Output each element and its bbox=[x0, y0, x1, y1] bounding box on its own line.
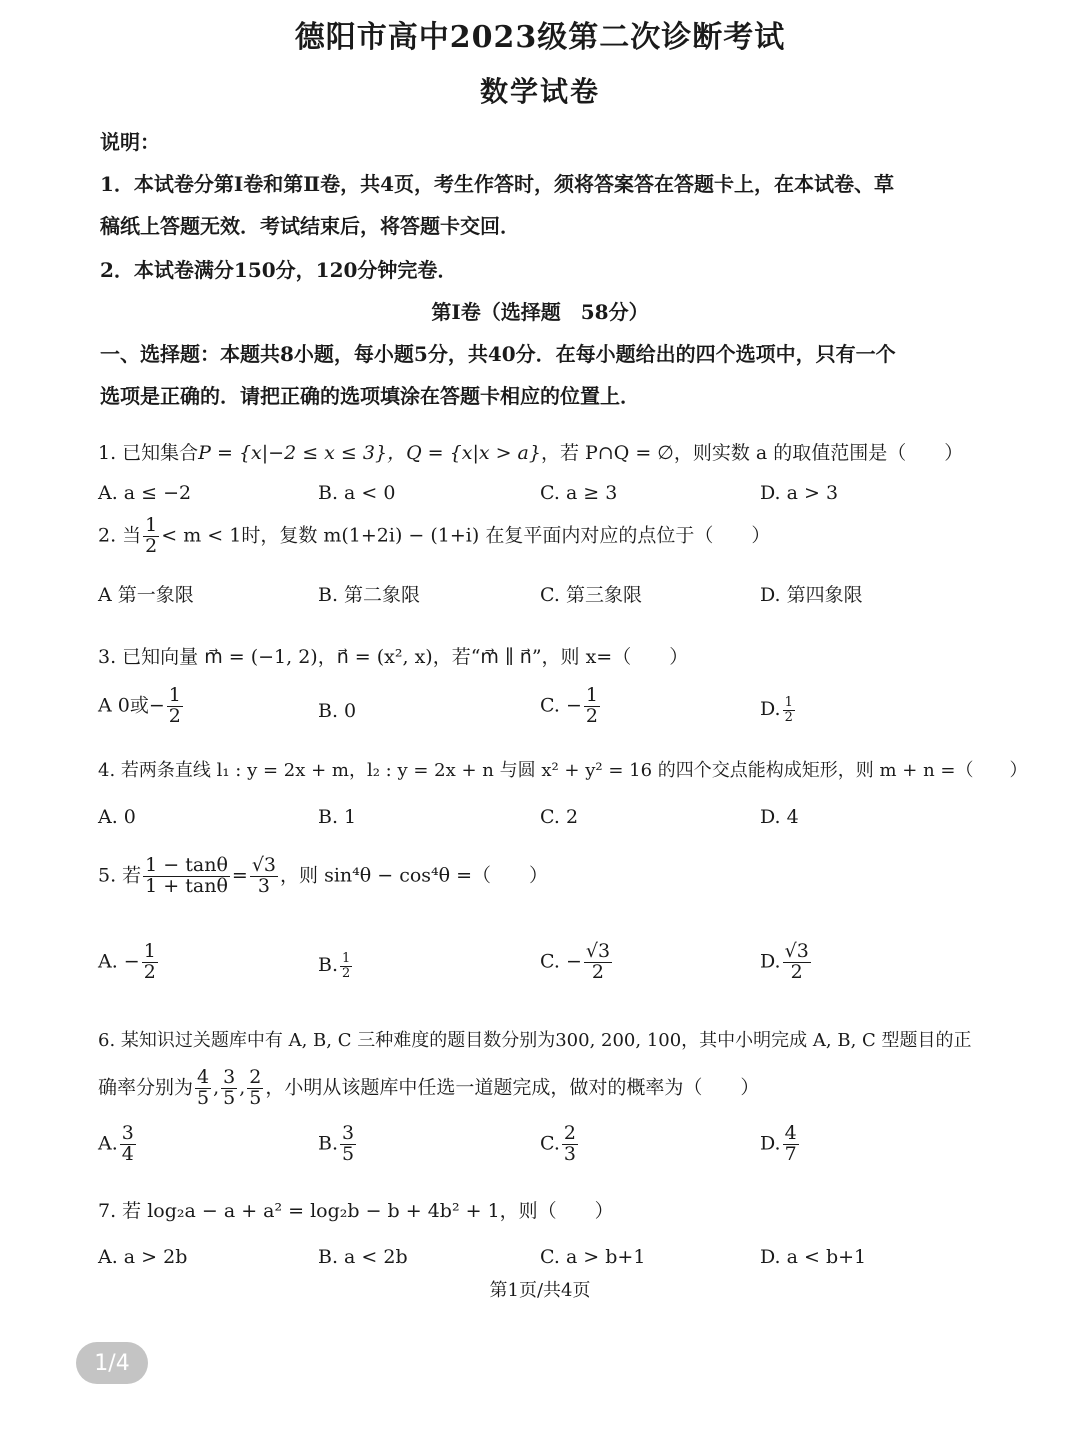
q3-a-fraction bbox=[167, 686, 183, 727]
q5-right-den: 3 bbox=[257, 874, 270, 897]
q6-option-a bbox=[98, 1124, 138, 1165]
q6-c-fraction bbox=[562, 1124, 578, 1165]
q6-c-den: 3 bbox=[563, 1142, 576, 1165]
q5-a-num: 1 bbox=[143, 940, 156, 962]
q5-right-fraction bbox=[250, 856, 278, 897]
q4-option-d: D. 4 bbox=[760, 806, 799, 828]
q3-option-d bbox=[760, 696, 797, 724]
q5-b-num: 1 bbox=[342, 951, 351, 966]
question-4-stem: 4. 若两条直线 l₁ : y = 2x + m，l₂ : y = 2x + n 与圆 x² + y² = 16 的四个交点能构成矩形，则 m + n =（ ） bbox=[98, 760, 1028, 781]
q6-a-prefix: A. bbox=[98, 1132, 118, 1155]
q5-left-num: 1 − tanθ bbox=[145, 854, 228, 876]
q6-option-b bbox=[318, 1124, 358, 1165]
page-footer: 第1页/共4页 bbox=[489, 1280, 591, 1301]
q6-frac-1-den: 5 bbox=[197, 1086, 210, 1109]
q2-option-a: A 第一象限 bbox=[98, 584, 194, 606]
q5-a-den: 2 bbox=[143, 960, 156, 983]
instruction-1-cont: 稿纸上答题无效．考试结束后，将答题卡交回． bbox=[100, 214, 520, 238]
q3-d-den: 2 bbox=[784, 709, 793, 725]
q3-d-fraction bbox=[783, 696, 795, 724]
q6-option-c bbox=[540, 1124, 580, 1165]
q2-option-c: C. 第三象限 bbox=[540, 584, 642, 606]
page-indicator[interactable]: 1/4 bbox=[76, 1342, 148, 1384]
q5-d-fraction bbox=[783, 942, 811, 983]
section-title: 第Ⅰ卷（选择题 58分） bbox=[431, 300, 649, 324]
q2-stem-b: < m < 1时，复数 m(1+2i) − (1+i) 在复平面内对应的点位于（ ） bbox=[161, 524, 771, 547]
q6-frac-2 bbox=[221, 1068, 237, 1109]
question-5-stem bbox=[98, 856, 548, 897]
q2-option-b: B. 第二象限 bbox=[318, 584, 421, 606]
q2-stem-a: 2. 当 bbox=[98, 524, 142, 547]
q5-option-c bbox=[540, 942, 614, 983]
q1-stem-a: 1. 已知集合 bbox=[98, 442, 199, 464]
q6-d-den: 7 bbox=[784, 1142, 797, 1165]
q5-a-fraction bbox=[142, 942, 158, 983]
q5-equals: = bbox=[231, 864, 248, 887]
q6-b-num: 3 bbox=[342, 1122, 355, 1144]
q6-b-den: 5 bbox=[342, 1142, 355, 1165]
q6-frac-3 bbox=[247, 1068, 263, 1109]
q1-option-d: D. a > 3 bbox=[760, 482, 839, 504]
q2-frac-num: 1 bbox=[145, 514, 158, 536]
q6-stem2-b: ，小明从该题库中任选一道题完成，做对的概率为（ ） bbox=[265, 1076, 760, 1099]
q3-a-den: 2 bbox=[168, 704, 181, 727]
q3-d-prefix: D. bbox=[760, 698, 781, 721]
q5-d-prefix: D. bbox=[760, 950, 781, 973]
q5-option-b bbox=[318, 952, 354, 980]
q6-stem2-a: 确率分别为 bbox=[98, 1076, 194, 1099]
q1-option-c: C. a ≥ 3 bbox=[540, 482, 618, 504]
q3-c-num: 1 bbox=[585, 684, 598, 706]
q6-c-prefix: C. bbox=[540, 1132, 560, 1155]
q7-option-b: B. a < 2b bbox=[318, 1246, 408, 1268]
q6-d-prefix: D. bbox=[760, 1132, 781, 1155]
q3-c-prefix: C. − bbox=[540, 694, 582, 717]
q5-left-den: 1 + tanθ bbox=[145, 874, 228, 897]
q5-c-num: √3 bbox=[585, 940, 611, 962]
q6-frac-3-den: 5 bbox=[249, 1086, 262, 1109]
q6-frac-1-num: 4 bbox=[197, 1066, 210, 1088]
q6-a-num: 3 bbox=[121, 1122, 134, 1144]
q6-frac-2-den: 5 bbox=[223, 1086, 236, 1109]
q3-option-c bbox=[540, 686, 602, 727]
instruction-1: 1．本试卷分第Ⅰ卷和第Ⅱ卷，共4页，考生作答时，须将答案答在答题卡上，在本试卷、草 bbox=[100, 172, 895, 196]
q5-a-prefix: A. − bbox=[98, 950, 140, 973]
q1-option-b: B. a < 0 bbox=[318, 482, 396, 504]
q5-option-a bbox=[98, 942, 160, 983]
q1-condition: ，若 P∩Q = ∅ bbox=[540, 442, 674, 464]
exam-title: 德阳市高中2023级第二次诊断考试 bbox=[294, 20, 786, 55]
q6-b-prefix: B. bbox=[318, 1132, 339, 1155]
q5-b-den: 2 bbox=[342, 965, 351, 981]
q5-stem-a: 5. 若 bbox=[98, 864, 142, 887]
q5-option-d bbox=[760, 942, 813, 983]
q5-stem-b: ，则 sin⁴θ − cos⁴θ =（ ） bbox=[280, 864, 549, 887]
instructions-heading: 说明： bbox=[100, 130, 160, 154]
q5-c-prefix: C. − bbox=[540, 950, 582, 973]
q3-option-b: B. 0 bbox=[318, 700, 357, 722]
question-6-stem-2: 确率分别为 $\frac{4}{5}$ , $\frac{3}{5}$ , $\frac{2}{5}$ ，小明从该题库中任选一道题完成，做对的概率为（ ） bbox=[98, 1066, 760, 1109]
q3-a-num: 1 bbox=[168, 684, 181, 706]
q1-set-p: P = {x|−2 ≤ x ≤ 3} bbox=[198, 442, 388, 464]
q3-c-den: 2 bbox=[585, 704, 598, 727]
q6-a-fraction bbox=[120, 1124, 136, 1165]
question-3-stem: 3. 已知向量 m⃗ = (−1, 2)，n⃗ = (x², x)，若“m⃗ ∥ n⃗”，则 x=（ ） bbox=[98, 646, 689, 668]
q6-d-fraction bbox=[783, 1124, 799, 1165]
q6-option-d bbox=[760, 1124, 801, 1165]
q2-option-d: D. 第四象限 bbox=[760, 584, 863, 606]
q3-c-fraction bbox=[584, 686, 600, 727]
q4-option-c: C. 2 bbox=[540, 806, 579, 828]
q6-a-den: 4 bbox=[121, 1142, 134, 1165]
q5-b-prefix: B. bbox=[318, 954, 339, 977]
question-7-stem: 7. 若 log₂a − a + a² = log₂b − b + 4b² + 1，则（ ） bbox=[98, 1200, 614, 1222]
q5-c-den: 2 bbox=[591, 960, 604, 983]
q5-b-fraction bbox=[340, 952, 352, 980]
q7-option-d: D. a < b+1 bbox=[760, 1246, 867, 1268]
question-6-stem-1: 6. 某知识过关题库中有 A, B, C 三种难度的题目数分别为300, 200, 100，其中小明完成 A, B, C 型题目的正 bbox=[98, 1030, 972, 1051]
q6-b-fraction bbox=[340, 1124, 356, 1165]
section-intro-1: 一、选择题：本题共8小题，每小题5分，共40分．在每小题给出的四个选项中，只有一个 bbox=[100, 342, 896, 366]
question-2-stem bbox=[98, 516, 770, 557]
q3-d-num: 1 bbox=[784, 695, 793, 710]
q5-d-num: √3 bbox=[784, 940, 809, 962]
q4-option-a: A. 0 bbox=[98, 806, 136, 828]
q6-frac-3-num: 2 bbox=[249, 1066, 262, 1088]
exam-subtitle: 数学试卷 bbox=[479, 75, 600, 108]
q6-c-num: 2 bbox=[563, 1122, 576, 1144]
section-intro-2: 选项是正确的．请把正确的选项填涂在答题卡相应的位置上． bbox=[100, 384, 640, 408]
q6-frac-2-num: 3 bbox=[223, 1066, 236, 1088]
q5-c-fraction bbox=[584, 942, 612, 983]
q7-option-a: A. a > 2b bbox=[98, 1246, 188, 1268]
q1-option-a: A. a ≤ −2 bbox=[98, 482, 192, 504]
q5-left-fraction bbox=[143, 856, 230, 897]
question-1-stem bbox=[98, 438, 963, 465]
q6-frac-1 bbox=[195, 1068, 211, 1109]
q7-option-c: C. a > b+1 bbox=[540, 1246, 646, 1268]
q2-frac-den: 2 bbox=[145, 534, 158, 557]
q2-fraction bbox=[143, 516, 159, 557]
q5-d-den: 2 bbox=[790, 960, 803, 983]
q5-right-num: √3 bbox=[251, 854, 277, 876]
q6-d-num: 4 bbox=[784, 1122, 797, 1144]
q1-set-q: ，Q = {x|x > a} bbox=[387, 442, 541, 464]
instruction-2: 2．本试卷满分150分，120分钟完卷． bbox=[100, 258, 458, 282]
q1-stem-b: ，则实数 a 的取值范围是（ ） bbox=[673, 442, 964, 464]
q3-a-prefix: A 0或− bbox=[98, 694, 165, 717]
q4-option-b: B. 1 bbox=[318, 806, 357, 828]
q3-option-a bbox=[98, 686, 185, 727]
